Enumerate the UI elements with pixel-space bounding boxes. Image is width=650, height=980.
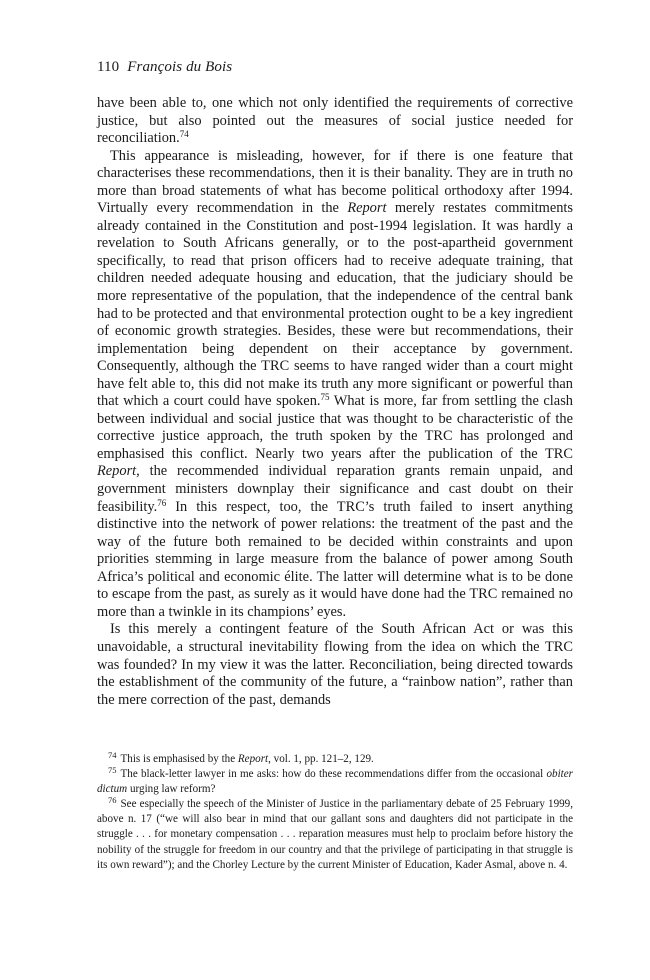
paragraph-3-text: Is this merely a contingent feature of the South African Act or was this unavoidable, a structural inevitability flowing from the idea on which the TRC was founded? In my view it was the latter. Reconciliation, being directed towards the establishment of the community of the future, a “rainbow nation”, rather than the mere correction of the past, demands — [97, 621, 573, 708]
footnote-text: The black-letter lawyer in me asks: how do these recommendations differ from the occasional — [120, 768, 547, 781]
footnote-text: urging law reform? — [127, 783, 216, 796]
footnote-italic: obiter dictum — [97, 768, 573, 796]
footnote-number: 75 — [108, 765, 117, 776]
footnote-ref-75[interactable]: 75 — [320, 392, 330, 403]
footnote-text: , vol. 1, pp. 121–2, 129. — [268, 753, 374, 765]
footnote-ref-76[interactable]: 76 — [157, 497, 167, 508]
footnote-74 — [97, 752, 573, 767]
paragraph-2-text-e: In this respect, too, the TRC’s truth failed to insert anything distinctive into the network of power relations: the treatment of the past and the way of the future both remained to be decided within constraints and upon priorities stemming in large measure from the balance of power among South Africa’s political and economic élite. The latter will determine what is to be done to escape from the past, as surely as it would have done had the TRC remained no more than a twinkle in its champions’ eyes. — [97, 498, 573, 620]
paragraph-3 — [97, 621, 573, 709]
paragraph-2-text-c: What is more, far from settling the clash between individual and social justice that was thought to be characteristic of the corrective justice approach, the truth spoken by the TRC has prolonged and emphasised this conflict. Nearly two years after the publication of the TRC — [97, 393, 573, 462]
paragraph-2-text-a: This appearance is misleading, however, for if there is one feature that characterises these recommendations, then it is their banality. They are in truth no more than broad statements of what has become political orthodoxy after 1994. Virtually every recommendation in the — [97, 147, 573, 217]
footnote-number: 76 — [108, 795, 117, 806]
footnote-75 — [97, 767, 573, 797]
page — [97, 58, 573, 709]
footnotes — [97, 752, 573, 873]
footnote-ref-74[interactable]: 74 — [179, 129, 189, 140]
footnote-text: See especially the speech of the Minister of Justice in the parliamentary debate of 25 February 1999, above n. 17 (“we will also bear in mind that our gallant sons and daughters did not participate in the struggle . . . for monetary compensation . . . reparation measures must help to proclaim before history the nobility of the struggle for freedom in our country and that the privilege of participating in that struggle is its own reward”); and the Chorley Lecture by the current Minister of Education, Kader Asmal, above n. 4. — [97, 798, 573, 871]
footnote-text: This is emphasised by the — [120, 753, 238, 765]
report-title: Report — [97, 463, 137, 480]
paragraph-2-text-d: , the recommended individual reparation grants remain unpaid, and government ministers downplay their significance and cast doubt on their feasibility. — [97, 463, 573, 515]
running-head-author: François du Bois — [127, 59, 233, 75]
footnote-76 — [97, 797, 573, 872]
report-title: Report — [347, 200, 387, 217]
footnote-italic: Report — [237, 753, 269, 765]
paragraph-1-text: have been able to, one which not only identified the requirements of corrective justice, but also pointed out the measures of social justice needed for reconciliation. — [97, 95, 573, 147]
page-number: 110 — [97, 59, 120, 75]
running-head — [97, 58, 573, 76]
paragraph-2 — [97, 148, 573, 622]
paragraph-1 — [97, 95, 573, 148]
paragraph-2-text-b: merely restates commitments already contained in the Constitution and post-1994 legislation. It was hardly a revelation to South Africans generally, or to the post-apartheid government specifically, to read that prison officers had to receive adequate training, that children needed adequate housing and education, that the judiciary should be more representative of the population, that the independence of the central bank had to be protected and that environmental protection ought to be a key ingredient of economic growth strategies. Besides, these were but recommendations, their implementation being dependent on their acceptance by government. Consequently, although the TRC seems to have ranged wider than a court might have felt able to, this did not make its truth any more significant or powerful than that which a court could have spoken. — [97, 200, 573, 410]
body-text — [97, 95, 573, 709]
footnote-number: 74 — [108, 750, 117, 760]
